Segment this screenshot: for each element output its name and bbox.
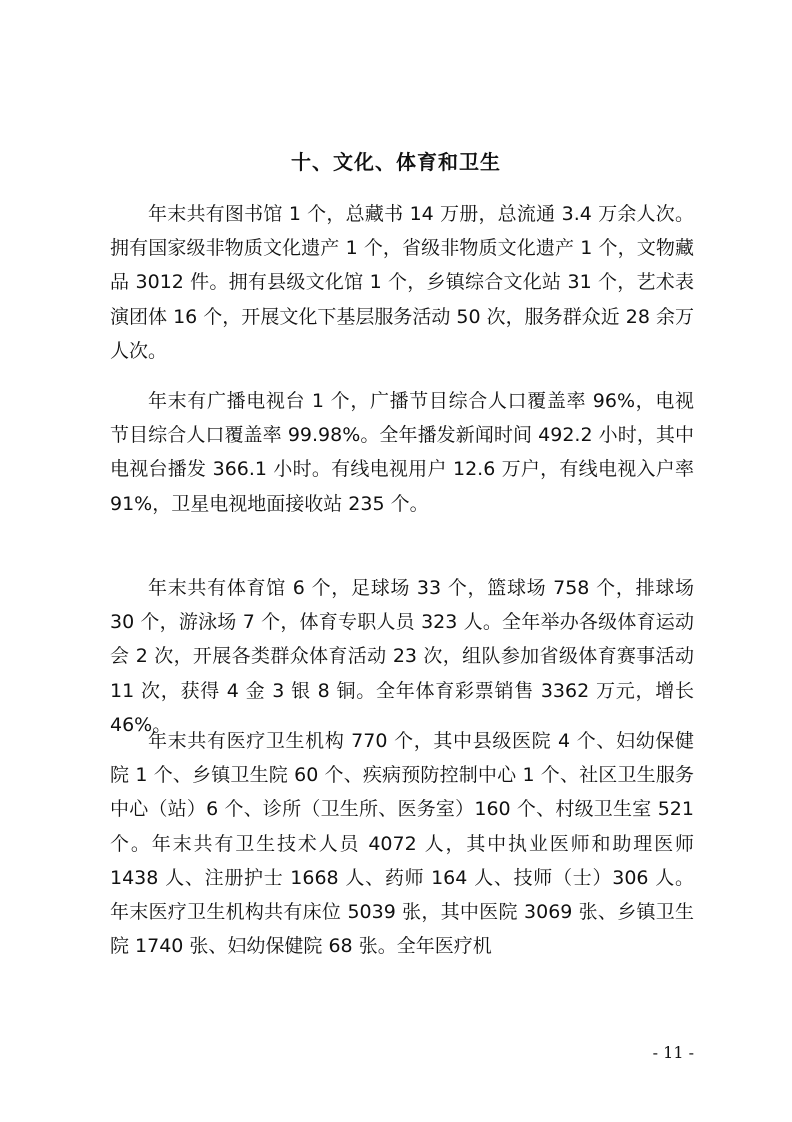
- paragraph-broadcasting: 年末有广播电视台 1 个，广播节目综合人口覆盖率 96%，电视节目综合人口覆盖率 99.98%。全年播发新闻时间 492.2 小时，其中电视台播发 366.1 小时。有线电视用户 12.6 万户，有线电视入户率 91%，卫星电视地面接收站 235 个。: [110, 390, 694, 515]
- section-title: 十、文化、体育和卫生: [291, 150, 501, 174]
- page-number: - 11 -: [652, 1043, 694, 1062]
- paragraph-sports: 年末共有体育馆 6 个，足球场 33 个，篮球场 758 个，排球场 30 个，游泳场 7 个，体育专职人员 323 人。全年举办各级体育运动会 2 次，开展各类群众体育活动 23 次，组队参加省级体育赛事活动 11 次，获得 4 金 3 银 8 铜。全年体育彩票销售 3362 万元，增长 46%。: [110, 577, 694, 736]
- paragraph-health: 年末共有医疗卫生机构 770 个，其中县级医院 4 个、妇幼保健院 1 个、乡镇卫生院 60 个、疾病预防控制中心 1 个、社区卫生服务中心（站）6 个、诊所（卫生所、医务室）160 个、村级卫生室 521 个。年末共有卫生技术人员 4072 人，其中执业医师和助理医师 1438 人、注册护士 1668 人、药师 164 人、技师（士）306 人。年末医疗卫生机构共有床位 5039 张，其中医院 3069 张、乡镇卫生院 1740 张、妇幼保健院 68 张。全年医疗机: [110, 730, 694, 958]
- paragraph-culture: 年末共有图书馆 1 个，总藏书 14 万册，总流通 3.4 万余人次。拥有国家级非物质文化遗产 1 个，省级非物质文化遗产 1 个，文物藏品 3012 件。拥有县级文化馆 1 个，乡镇综合文化站 31 个，艺术表演团体 16 个，开展文化下基层服务活动 50 次，服务群众近 28 余万人次。: [110, 203, 694, 362]
